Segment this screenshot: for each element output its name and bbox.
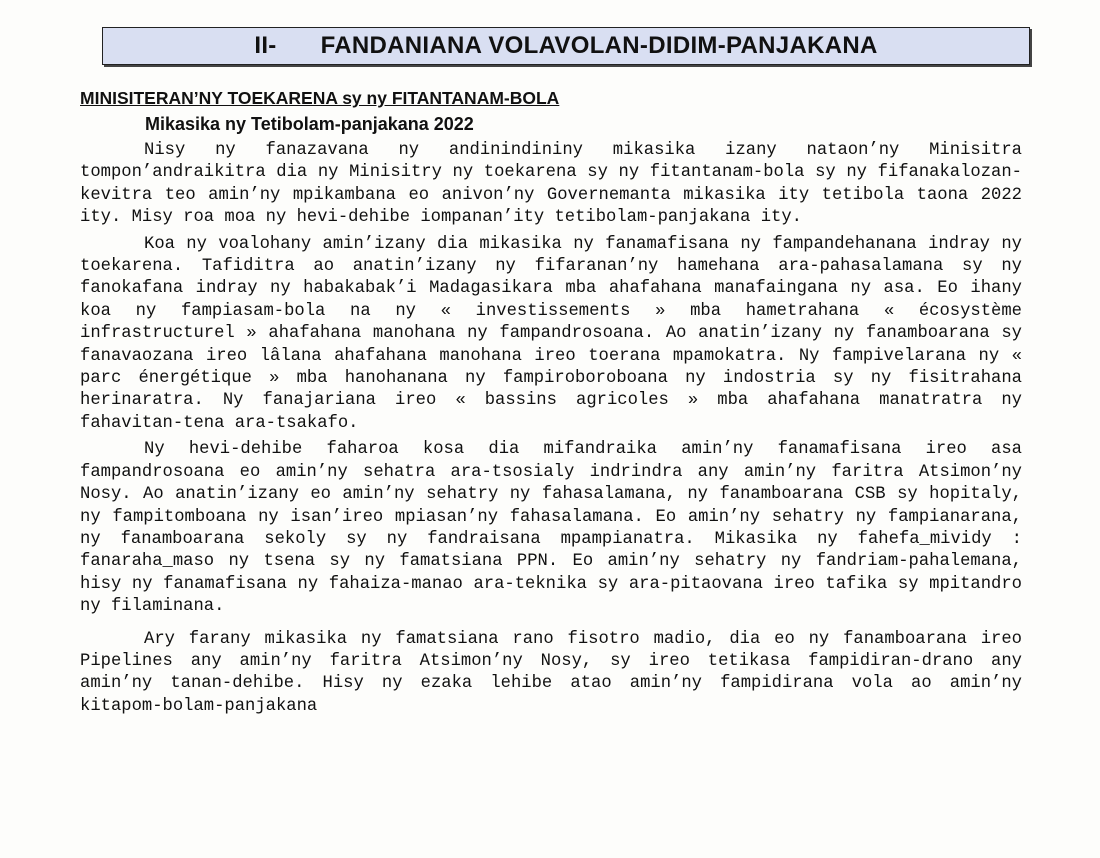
body-text (80, 140, 1022, 722)
subtitle: Mikasika ny Tetibolam-panjakana 2022 (145, 114, 474, 134)
paragraph-3: Ny hevi-dehibe faharoa kosa dia mifandraika amin’ny fanamafisana ireo asa fampandrosoana eo amin’ny sehatra ara-tsosialy indrindra any amin’ny faritra Atsimon’ny Nosy. Ao anatin’izany eo amin’ny sehatry ny fahasalamana, ny fanamboarana CSB sy hopitaly, ny fampitomboana ny isan’ireo mpiasan’ny fahasalamana. Eo amin’ny sehatry ny fampianarana, ny fanamboarana sekoly sy ny fandraisana mpampianatra. Mikasika ny fahefa_mividy : fanaraha_maso ny tsena sy ny famatsiana PPN. Eo amin’ny sehatry ny fandriam-pahalemana, hisy ny fanamafisana ny fahaiza-manao ara-teknika sy ara-pitaovana ireo tafika sy mpitandro ny filaminana. (80, 440, 1022, 617)
section-title: FANDANIANA VOLAVOLAN-DIDIM-PANJAKANA (320, 32, 878, 59)
section-header-box (102, 27, 1030, 65)
section-number: II- (254, 32, 277, 59)
paragraph-2: Koa ny voalohany amin’izany dia mikasika ny fanamafisana ny fampandehanana indray ny toekarena. Tafiditra ao anatin’izany ny fifaranan’ny hamehana ara-pahasalamana sy ny fanokafana indray ny habakabak’i Madagasikara mba ahafahana manafaingana ny asa. Eo ihany koa ny fampiasam-bola na ny « investissements » mba hametrahana « écosystème infrastructurel » ahafahana manohana ny fampandrosoana. Ao anatin’izany ny fanamboarana sy fanavaozana ireo lâlana ahafahana manohana ireo toerana mpamokatra. Ny fampivelarana ny « parc énergétique » mba hanohanana ny fampiroboroboana ny indostria sy ny fisitrahana herinaratra. Ny fanajariana ireo « bassins agricoles » mba ahafahana manatratra ny fahavitan-tena ara-tsakafo. (80, 234, 1022, 433)
ministry-heading: MINISITERAN’NY TOEKARENA sy ny FITANTANAM-BOLA (80, 88, 560, 108)
paragraph-1: Nisy ny fanazavana ny andinindininy mikasika izany nataon’ny Minisitra tompon’andraikitra dia ny Minisitry ny toekarena sy ny fitantanam-bola sy ny fifanakalozan-kevitra teo amin’ny mpikambana eo anivon’ny Governemanta mikasika ity tetibola taona 2022 ity. Misy roa moa ny hevi-dehibe iompanan’ity tetibolam-panjakana ity. (80, 141, 1022, 228)
paragraph-4: Ary farany mikasika ny famatsiana rano fisotro madio, dia eo ny fanamboarana ireo Pipelines any amin’ny faritra Atsimon’ny Nosy, sy ireo tetikasa fampidiran-drano any amin’ny tanan-dehibe. Hisy ny ezaka lehibe atao amin’ny fampidirana vola ao amin’ny kitapom-bolam-panjakana (80, 629, 1022, 716)
